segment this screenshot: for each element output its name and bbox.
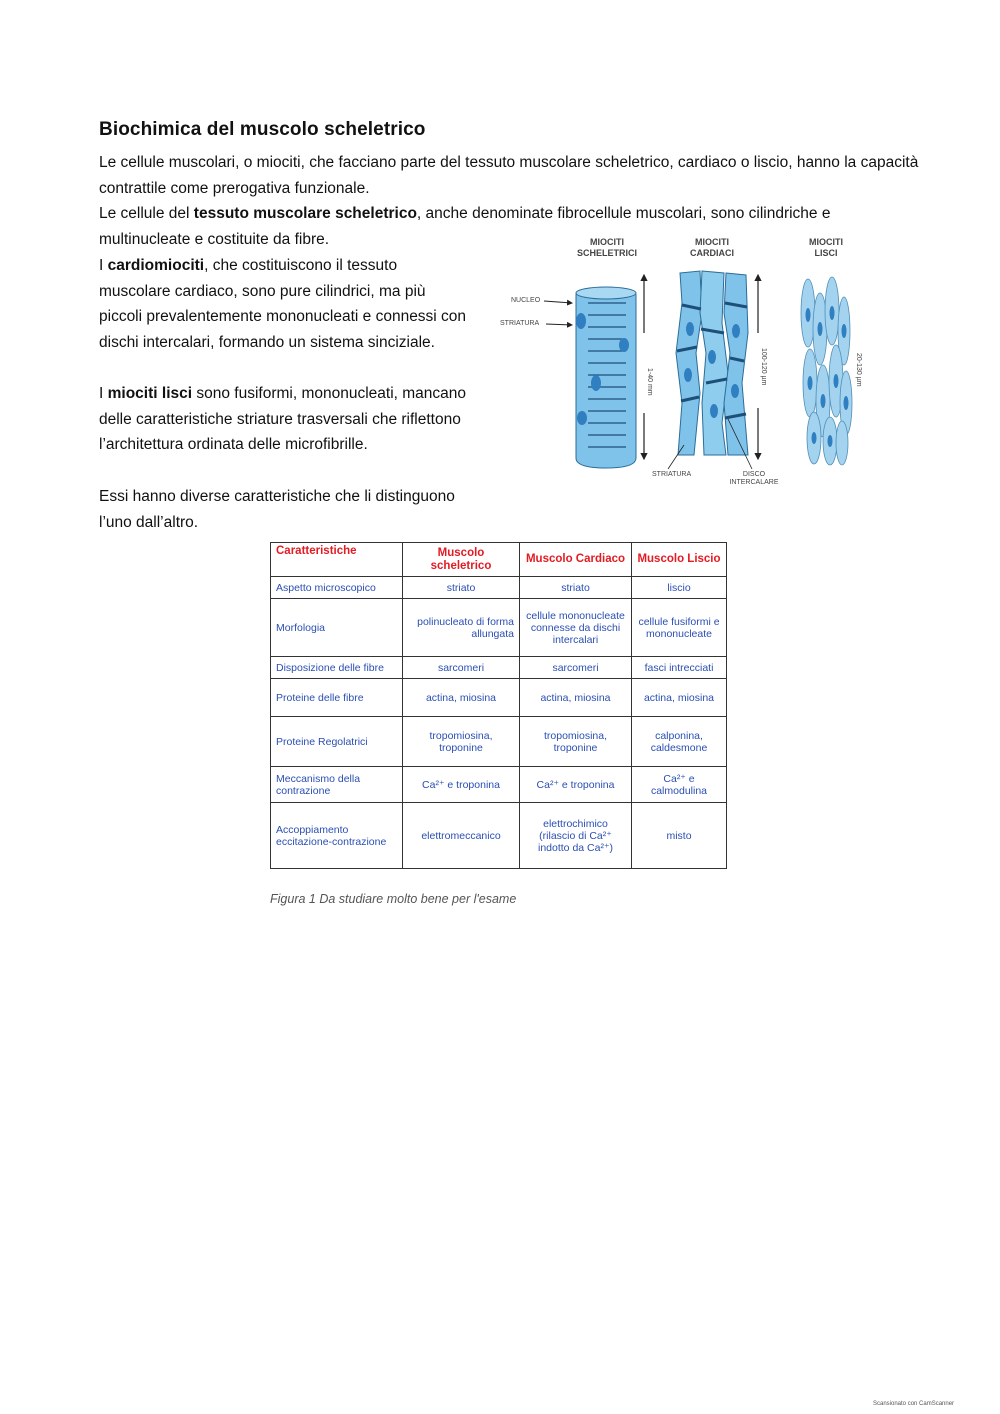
dimension-cardiac: 100-120 µm bbox=[760, 348, 767, 386]
paragraph-text: , che costituiscono il tessuto muscolare cardiaco, sono pure cilindrici, ma più piccoli prevalentemente mononucleati e connessi con dischi intercalari, formando un sistema sinciziale. bbox=[99, 257, 467, 351]
table-cell: Aspetto microscopico bbox=[271, 577, 403, 599]
smooth-fibers bbox=[801, 277, 852, 465]
table-cell: striato bbox=[403, 577, 520, 599]
table-header: Caratteristiche bbox=[271, 543, 403, 577]
label-striation-bottom: STRIATURA bbox=[652, 471, 692, 478]
bold-term-cardiac: cardiomiociti bbox=[107, 257, 205, 274]
paragraph-cardiac bbox=[99, 253, 469, 355]
label-intercalated-disc: DISCO INTERCALARE bbox=[729, 471, 779, 486]
paragraph-intro: Le cellule muscolari, o miociti, che facciano parte del tessuto muscolare scheletrico, cardiaco o liscio, hanno la capacità contrattile come prerogativa funzionale. bbox=[99, 154, 919, 197]
bold-term-smooth: miociti lisci bbox=[107, 385, 193, 402]
table-cell: Meccanismo della contrazione bbox=[271, 767, 403, 803]
cardiac-fibers bbox=[676, 271, 748, 455]
label-skeletal-myocytes: MIOCITI SCHELETRICI bbox=[576, 237, 637, 258]
table-cell: Proteine delle fibre bbox=[271, 679, 403, 717]
table-cell: Morfologia bbox=[271, 599, 403, 657]
table-cell: Ca²⁺ e troponina bbox=[520, 767, 632, 803]
scanner-footer: Scansionato con CamScanner bbox=[873, 1401, 955, 1407]
table-cell: actina, miosina bbox=[520, 679, 632, 717]
table-cell: actina, miosina bbox=[403, 679, 520, 717]
table-cell: tropomiosina, troponine bbox=[520, 717, 632, 767]
table-header: Muscolo scheletrico bbox=[403, 543, 520, 577]
paragraph-text: I bbox=[99, 257, 108, 274]
table-row bbox=[271, 679, 727, 717]
paragraph-text: I bbox=[99, 385, 108, 402]
dimension-skeletal: 1-40 mm bbox=[646, 368, 653, 396]
myocytes-figure bbox=[496, 233, 866, 495]
table-cell: Disposizione delle fibre bbox=[271, 657, 403, 679]
table-cell: sarcomeri bbox=[520, 657, 632, 679]
dimension-smooth: 20-130 µm bbox=[855, 353, 862, 387]
table-row bbox=[271, 599, 727, 657]
bold-term-skeletal: tessuto muscolare scheletrico bbox=[193, 205, 417, 222]
table-row bbox=[271, 767, 727, 803]
table-cell: cellule mononucleate connesse da dischi intercalari bbox=[520, 599, 632, 657]
myocytes-drawing bbox=[496, 233, 866, 495]
paragraph-differences: Essi hanno diverse caratteristiche che li distinguono l’uno dall’altro. bbox=[99, 488, 455, 531]
table-cell: calponina, caldesmone bbox=[632, 717, 727, 767]
table-cell: fasci intrecciati bbox=[632, 657, 727, 679]
table-cell: striato bbox=[520, 577, 632, 599]
table-cell: Proteine Regolatrici bbox=[271, 717, 403, 767]
table-row bbox=[271, 577, 727, 599]
table-cell: Ca²⁺ e troponina bbox=[403, 767, 520, 803]
paragraph-text: , anche denominate fibrocellule muscolari, sono cilindriche e multinucleate e costituite da fibre. bbox=[99, 205, 831, 248]
table-cell: elettromeccanico bbox=[403, 803, 520, 869]
label-cardiac-myocytes: MIOCITI CARDIACI bbox=[690, 237, 734, 258]
figure-caption: Figura 1 Da studiare molto bene per l'esame bbox=[270, 892, 517, 906]
table-row bbox=[271, 657, 727, 679]
table-cell: liscio bbox=[632, 577, 727, 599]
comparison-table bbox=[270, 542, 727, 869]
paragraph-text: sono fusiformi, mononucleati, mancano delle caratteristiche striature trasversali che riflettono l’architettura ordinata delle microfibrille. bbox=[99, 385, 467, 454]
label-smooth-myocytes: MIOCITI LISCI bbox=[809, 237, 843, 258]
table-cell: Accoppiamento eccitazione-contrazione bbox=[271, 803, 403, 869]
table-cell: actina, miosina bbox=[632, 679, 727, 717]
table-cell: sarcomeri bbox=[403, 657, 520, 679]
table-cell: polinucleato di forma allungata bbox=[403, 599, 520, 657]
label-nucleus: NUCLEO bbox=[511, 297, 541, 304]
table-header: Muscolo Liscio bbox=[632, 543, 727, 577]
table-row bbox=[271, 717, 727, 767]
table-cell: elettrochimico (rilascio di Ca²⁺ indotto da Ca²⁺) bbox=[520, 803, 632, 869]
skeletal-fiber bbox=[576, 287, 636, 468]
table-cell: misto bbox=[632, 803, 727, 869]
table-row bbox=[271, 803, 727, 869]
label-striation-left: STRIATURA bbox=[500, 320, 540, 327]
table-cell: tropomiosina, troponine bbox=[403, 717, 520, 767]
table-header: Muscolo Cardiaco bbox=[520, 543, 632, 577]
paragraph-smooth bbox=[99, 381, 469, 458]
table-cell: Ca²⁺ e calmodulina bbox=[632, 767, 727, 803]
page-title: Biochimica del muscolo scheletrico bbox=[99, 119, 426, 140]
table-cell: cellule fusiformi e mononucleate bbox=[632, 599, 727, 657]
paragraph-text: Le cellule del bbox=[99, 205, 194, 222]
